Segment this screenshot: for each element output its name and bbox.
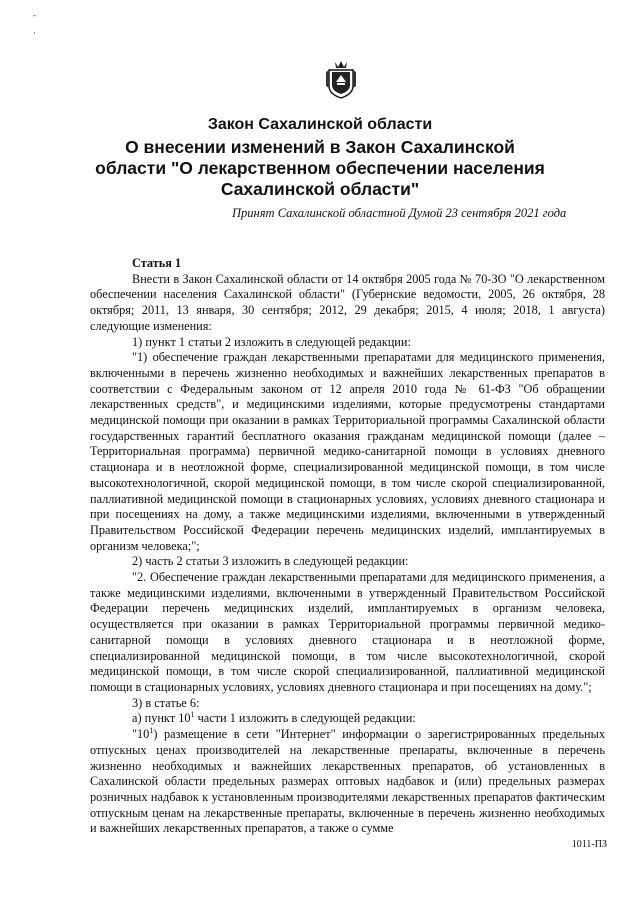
law-body	[90, 256, 605, 837]
superscript: 1	[190, 710, 195, 720]
law-subtitle-line: Сахалинской области"	[220, 179, 420, 199]
law-title: Закон Сахалинской области	[207, 116, 433, 133]
paragraph: "1) обеспечение граждан лекарственными препаратами для медицинского применения, включенными в перечень жизненно необходимых и важнейших лекарственных препаратов в соответствии с Федеральным законом от 12 апреля 2010 года № 61-ФЗ "Об обращении лекарственных средств", и медицинскими изделиями, которые предусмотрены стандартами медицинской помощи при оказании в рамках Территориальной программы Сахалинской области государственных гарантий бесплатного оказания гражданам медицинской помощи (далее – Территориальная программа) первичной медико-санитарной помощи в условиях дневного стационара и в неотложной форме, специализированной медицинской помощи, в том числе высокотехнологичной, скорой медицинской помощи, в том числе скорой специализированной, паллиативной медицинской помощи в стационарных условиях, условиях дневного стационара и при посещениях на дому, а также медицинскими изделиями, включенными в утвержденный Правительством Российской Федерации перечень медицинских изделий, имплантируемых в организм человека;";	[90, 350, 605, 553]
item-a-text: а) пункт 10	[132, 711, 191, 726]
adoption-note: Принят Сахалинской областной Думой 23 сентября 2021 года	[232, 206, 567, 220]
law-subtitle	[80, 137, 560, 200]
paragraph: "2. Обеспечение граждан лекарственными препаратами для медицинского применения, а также медицинскими изделиями, включенными в утвержденный Правительством Российской Федерации перечень медицинских изделий, имплантируемых в организм человека, осуществляется при оказании в рамках Территориальной программы первичной медико-санитарной помощи в условиях дневного стационара и в неотложной форме, специализированной медицинской помощи, в том числе высокотехнологичной, скорой медицинской помощи, в том числе скорой специализированной, паллиативной медицинской помощи в стационарных условиях, условиях дневного стационара и при посещениях на дому.";	[90, 570, 605, 694]
law-subtitle-line: области "О лекарственном обеспечении населения	[95, 158, 545, 178]
paragraph: 3) в статье 6:	[132, 695, 200, 710]
law-subtitle-line: О внесении изменений в Закон Сахалинской	[125, 137, 515, 157]
paragraph: Внести в Закон Сахалинской области от 14 октября 2005 года № 70-ЗО "О лекарственном обеспечении населения Сахалинской области" (Губернские ведомости, 2005, 26 октября, 28 октября; 2011, 13 января, 30 сентября; 2012, 29 декабря; 2015, 4 июля; 2018, 1 августа) следующие изменения:	[90, 271, 605, 333]
sakhalin-coat-of-arms-icon	[326, 58, 356, 100]
scan-mark: ·	[33, 28, 36, 38]
item-a-text: части 1 изложить в следующей редакции:	[194, 711, 416, 726]
paragraph: 2) часть 2 статьи 3 изложить в следующей редакции:	[132, 554, 409, 569]
document-code: 1011-ПЗ	[571, 839, 607, 850]
superscript: 1	[149, 726, 154, 735]
scan-mark: -	[33, 10, 36, 20]
item-text: ) размещение в сети "Интернет" информации о зарегистрированных предельных отпускных ценах производителей на лекарственные препараты, включенные в перечень жизненно необходимых и важнейших лекарственных препаратов, об установленных в Сахалинской области предельных размерах оптовых надбавок и (или) предельных размерах розничных надбавок к установленным производителями лекарственных препаратов фактическим отпускным ценам на лекарственные препараты, включенные в перечень жизненно необходимых и важнейших лекарственных препаратов, а также о сумме	[90, 727, 605, 836]
article-heading: Статья 1	[132, 256, 182, 270]
paragraph-item-10-1	[90, 727, 605, 837]
paragraph: 1) пункт 1 статьи 2 изложить в следующей редакции:	[132, 334, 411, 349]
item-text: "10	[132, 727, 150, 742]
paragraph-item-a	[90, 711, 605, 727]
